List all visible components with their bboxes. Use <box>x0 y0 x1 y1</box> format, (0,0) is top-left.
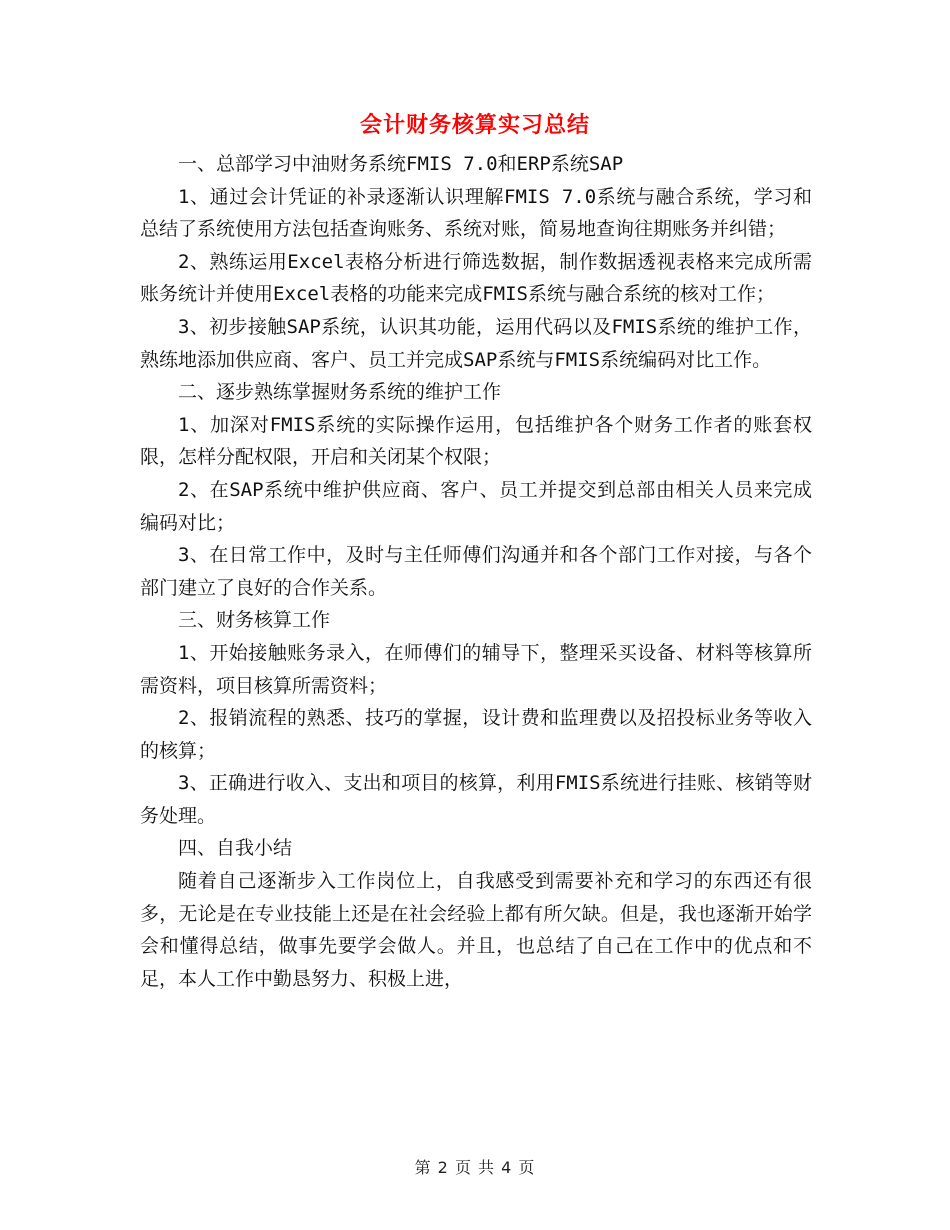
paragraph: 2、在SAP系统中维护供应商、客户、员工并提交到总部由相关人员来完成编码对比； <box>140 478 812 534</box>
document-title: 会计财务核算实习总结 <box>359 113 590 138</box>
section-heading-4: 四、自我小结 <box>178 837 293 860</box>
section-heading-1: 一、总部学习中油财务系统FMIS 7.0和ERP系统SAP <box>178 153 624 175</box>
paragraph: 1、开始接触账务录入，在师傅们的辅导下，整理采买设备、材料等核算所需资料，项目核算所需资料； <box>140 641 812 697</box>
paragraph: 3、初步接触SAP系统，认识其功能，运用代码以及FMIS系统的维护工作，熟练地添加供应商、客户、员工并完成SAP系统与FMIS系统编码对比工作。 <box>140 315 812 371</box>
paragraph: 2、报销流程的熟悉、技巧的掌握，设计费和监理费以及招投标业务等收入的核算； <box>140 707 812 762</box>
paragraph: 3、正确进行收入、支出和项目的核算，利用FMIS系统进行挂账、核销等财务处理。 <box>140 772 812 827</box>
section-heading-2: 二、逐步熟练掌握财务系统的维护工作 <box>178 381 502 404</box>
paragraph: 3、在日常工作中，及时与主任师傅们沟通并和各个部门工作对接，与各个部门建立了良好的合作关系。 <box>140 544 812 599</box>
page-footer: 第 2 页 共 4 页 <box>414 1158 536 1177</box>
paragraph: 1、加深对FMIS系统的实际操作运用，包括维护各个财务工作者的账套权限，怎样分配权限，开启和关闭某个权限； <box>140 413 812 469</box>
paragraph: 随着自己逐渐步入工作岗位上，自我感受到需要补充和学习的东西还有很多，无论是在专业技能上还是在社会经验上都有所欠缺。但是，我也逐渐开始学会和懂得总结，做事先要学会做人。并且，也总结了自己在工作中的优点和不足，本人工作中勤恳努力、积极上进， <box>140 870 812 990</box>
paragraph: 2、熟练运用Excel表格分析进行筛选数据，制作数据透视表格来完成所需账务统计并使用Excel表格的功能来完成FMIS系统与融合系统的核对工作； <box>140 250 812 306</box>
section-heading-3: 三、财务核算工作 <box>178 609 331 632</box>
paragraph: 1、通过会计凭证的补录逐渐认识理解FMIS 7.0系统与融合系统，学习和总结了系统使用方法包括查询账务、系统对账，简易地查询往期账务并纠错； <box>140 185 812 241</box>
document-body <box>140 148 812 995</box>
